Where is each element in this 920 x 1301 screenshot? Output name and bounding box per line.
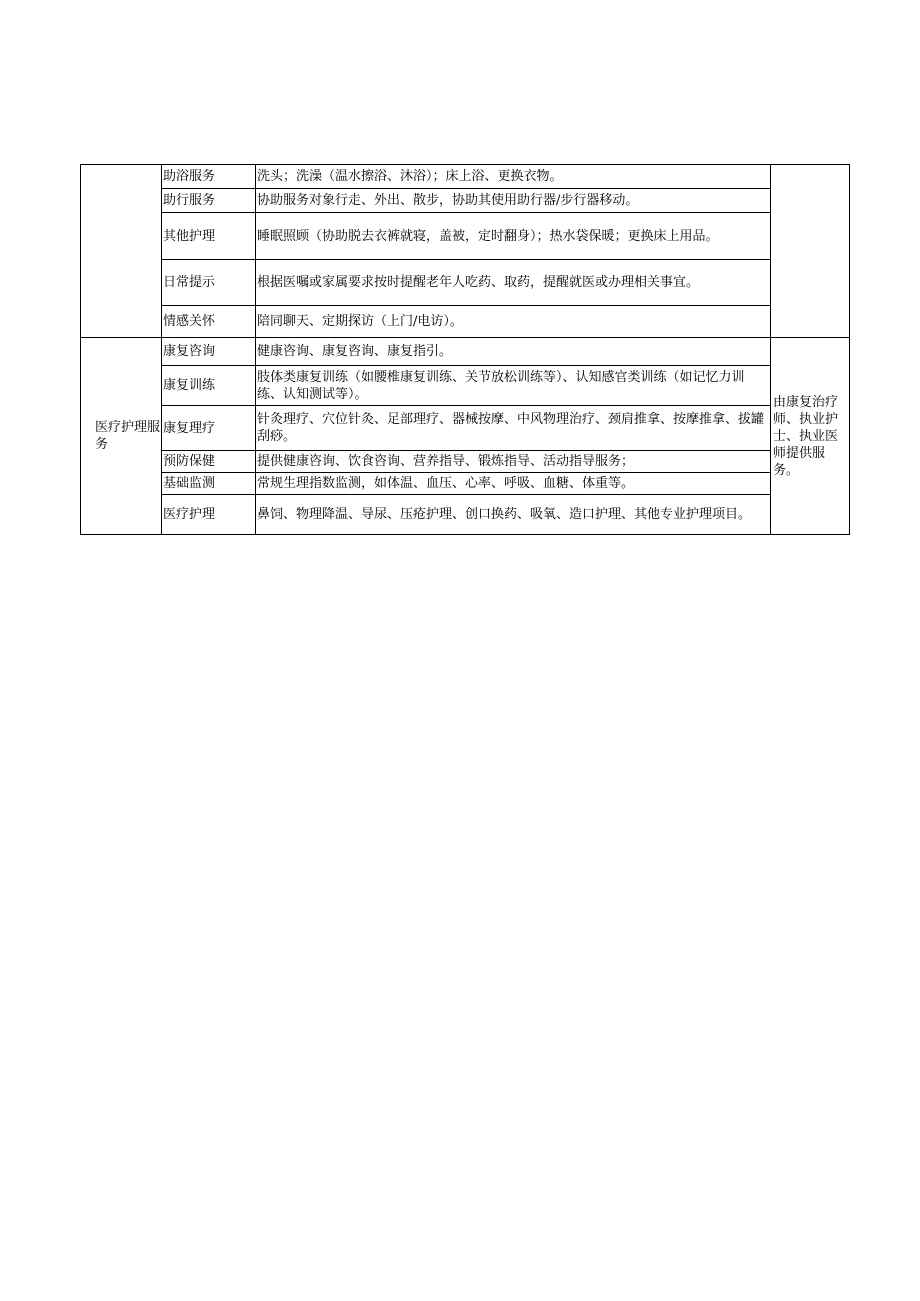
desc-cell: 肢体类康复训练（如腰椎康复训练、关节放松训练等）、认知感官类训练（如记忆力训练、认知测试等）。 (256, 366, 771, 406)
item-cell: 康复理疗 (162, 406, 256, 451)
desc-cell: 根据医嘱或家属要求按时提醒老年人吃药、取药，提醒就医或办理相关事宜。 (256, 260, 771, 306)
category-cell: 医疗护理服务 (81, 338, 162, 535)
table-row (81, 189, 850, 213)
item-cell: 预防保健 (162, 451, 256, 473)
table-row (81, 213, 850, 260)
table-row (81, 165, 850, 189)
category-cell (81, 165, 162, 338)
table-row (81, 366, 850, 406)
desc-cell: 鼻饲、物理降温、导尿、压疮护理、创口换药、吸氧、造口护理、其他专业护理项目。 (256, 495, 771, 535)
item-cell: 情感关怀 (162, 306, 256, 338)
table-row (81, 338, 850, 366)
desc-cell: 提供健康咨询、饮食咨询、营养指导、锻炼指导、活动指导服务； (256, 451, 771, 473)
desc-cell: 健康咨询、康复咨询、康复指引。 (256, 338, 771, 366)
item-cell: 其他护理 (162, 213, 256, 260)
table-row (81, 495, 850, 535)
table-row (81, 306, 850, 338)
item-cell: 康复训练 (162, 366, 256, 406)
note-cell: 由康复治疗师、执业护士、执业医师提供服务。 (771, 338, 850, 535)
note-cell (771, 165, 850, 338)
item-cell: 日常提示 (162, 260, 256, 306)
desc-cell: 睡眠照顾（协助脱去衣裤就寝，盖被，定时翻身）；热水袋保暖；更换床上用品。 (256, 213, 771, 260)
desc-cell: 常规生理指数监测，如体温、血压、心率、呼吸、血糖、体重等。 (256, 473, 771, 495)
desc-cell: 针灸理疗、穴位针灸、足部理疗、器械按摩、中风物理治疗、颈肩推拿、按摩推拿、拔罐刮痧。 (256, 406, 771, 451)
item-cell: 康复咨询 (162, 338, 256, 366)
item-cell: 基础监测 (162, 473, 256, 495)
desc-cell: 陪同聊天、定期探访（上门/电访）。 (256, 306, 771, 338)
table-row (81, 406, 850, 451)
item-cell: 助行服务 (162, 189, 256, 213)
item-cell: 助浴服务 (162, 165, 256, 189)
table-row (81, 451, 850, 473)
service-table (80, 164, 850, 535)
table-row (81, 473, 850, 495)
desc-cell: 协助服务对象行走、外出、散步，协助其使用助行器/步行器移动。 (256, 189, 771, 213)
desc-cell: 洗头；洗澡（温水擦浴、沐浴）；床上浴、更换衣物。 (256, 165, 771, 189)
table-row (81, 260, 850, 306)
item-cell: 医疗护理 (162, 495, 256, 535)
